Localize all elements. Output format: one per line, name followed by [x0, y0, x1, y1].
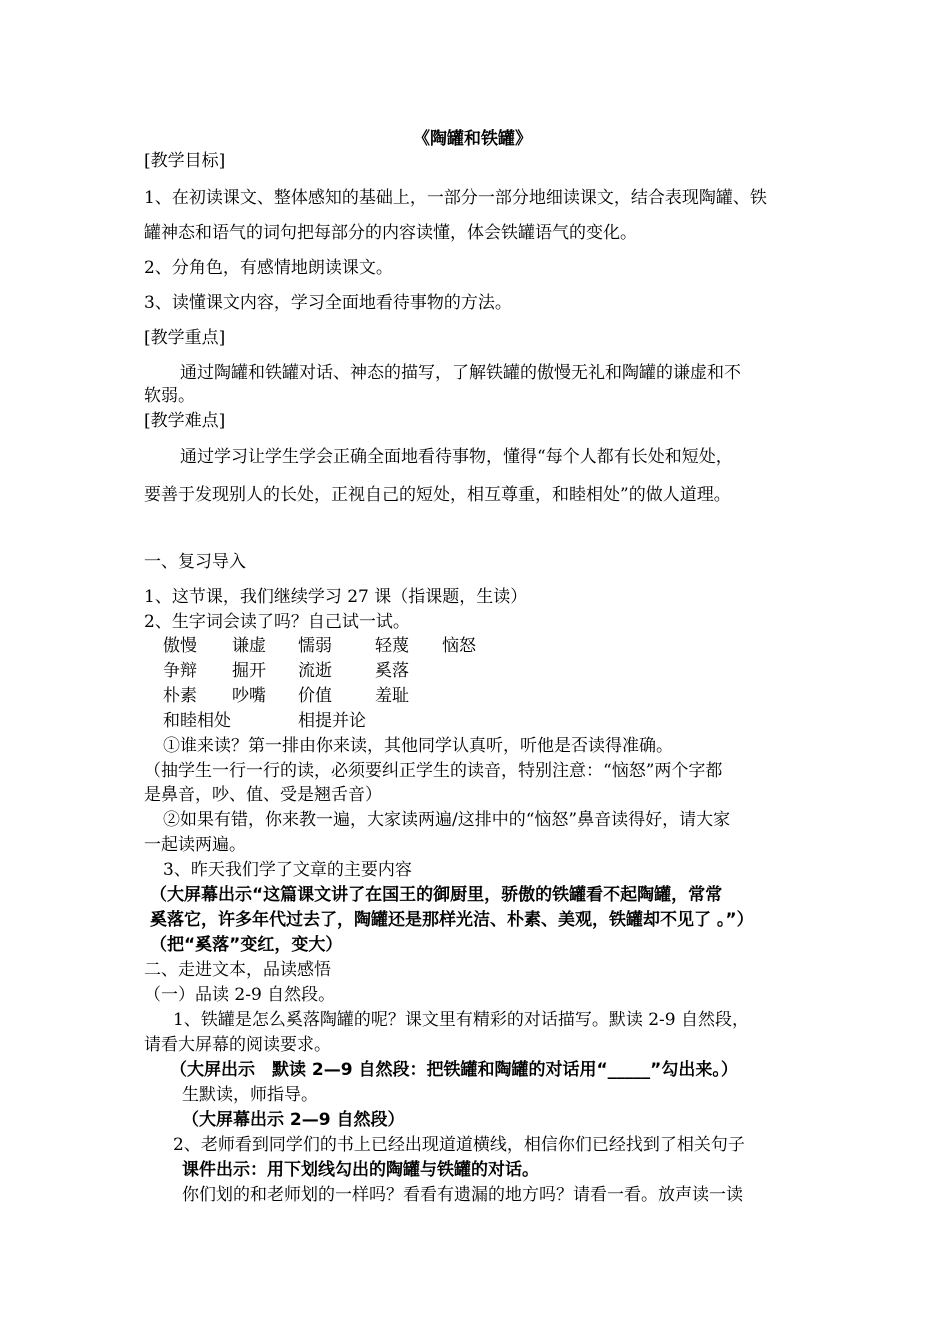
section-1-step-4-line-1: ②如果有错，你来教一遍，大家读两遍/这排中的“恼怒”鼻音读得好，请大家 [163, 810, 731, 830]
vocab-word: 和睦相处 [163, 711, 231, 731]
screen-reading-task: （大屏出示 默读 2—9 自然段：把铁罐和陶罐的对话用“_____”勾出来。） [170, 1060, 738, 1080]
difficulties-heading: [教学难点] [144, 411, 226, 431]
goal-2: 2、分角色，有感情地朗读课文。 [144, 258, 393, 278]
difficulties-line-2: 要善于发现别人的长处，正视自己的短处，相互尊重，和睦相处”的做人道理。 [144, 485, 731, 505]
vocab-word: 轻蔑 [375, 636, 409, 656]
difficulties-line-1: 通过学习让学生学会正确全面地看待事物，懂得“每个人都有长处和短处， [180, 447, 733, 467]
goal-1-line-2: 罐神态和语气的词句把每部分的内容读懂，体会铁罐语气的变化。 [144, 223, 637, 243]
vocab-word: 奚落 [375, 661, 409, 681]
goal-1-line-1: 1、在初读课文、整体感知的基础上，一部分一部分地细读课文，结合表现陶罐、铁 [144, 188, 767, 208]
section-2-step-1-line-2: 请看大屏幕的阅读要求。 [144, 1035, 331, 1055]
key-points-line-1: 通过陶罐和铁罐对话、神态的描写，了解铁罐的傲慢无礼和陶罐的谦虚和不 [180, 363, 741, 383]
section-2-guidance: 生默读，师指导。 [182, 1085, 318, 1105]
goals-heading: [教学目标] [144, 151, 226, 171]
vocab-word: 羞耻 [375, 686, 409, 706]
vocab-word: 掘开 [232, 661, 266, 681]
page-title: 《陶罐和铁罐》 [413, 129, 532, 149]
section-1-step-1: 1、这节课，我们继续学习 27 课（指课题，生读） [144, 587, 528, 607]
section-1-step-5: 3、昨天我们学了文章的主要内容 [163, 860, 412, 880]
vocab-word: 懦弱 [298, 636, 332, 656]
vocab-word: 相提并论 [298, 711, 366, 731]
section-1-note-line-1: （抽学生一行一行的读，必须要纠正学生的读音，特别注意：“恼怒”两个字都 [144, 761, 723, 781]
screen-display-line-1: （大屏幕出示“这篇课文讲了在国王的御厨里，骄傲的铁罐看不起陶罐，常常 [150, 885, 723, 905]
section-1-step-2: 2、生字词会读了吗？自己试一试。 [144, 612, 410, 632]
section-2-step-2: 2、老师看到同学们的书上已经出现道道横线，相信你们已经找到了相关句子 [173, 1135, 745, 1155]
vocab-word: 朴素 [163, 686, 197, 706]
vocab-word: 谦虚 [232, 636, 266, 656]
section-2-subheading: （一）品读 2-9 自然段。 [144, 985, 336, 1005]
section-1-heading: 一、复习导入 [144, 552, 246, 572]
screen-display-paragraphs: （大屏幕出示 2—9 自然段） [182, 1110, 405, 1130]
section-1-step-3: ①谁来读？第一排由你来读，其他同学认真听，听他是否读得准确。 [163, 736, 673, 756]
section-1-note-line-2: 是鼻音，吵、值、受是翘舌音） [144, 785, 382, 805]
vocab-word: 价值 [298, 686, 332, 706]
vocab-word: 恼怒 [442, 636, 476, 656]
vocab-word: 傲慢 [163, 636, 197, 656]
section-1-step-4-line-2: 一起读两遍。 [144, 835, 246, 855]
vocab-word: 流逝 [298, 661, 332, 681]
key-points-heading: [教学重点] [144, 328, 226, 348]
screen-display-line-2: 奚落它，许多年代过去了，陶罐还是那样光洁、朴素、美观，铁罐却不见了 。”） [150, 910, 754, 930]
vocab-word: 争辩 [163, 661, 197, 681]
section-2-question: 你们划的和老师划的一样吗？看看有遗漏的地方吗？请看一看。放声读一读 [182, 1185, 743, 1205]
section-2-step-1-line-1: 1、铁罐是怎么奚落陶罐的呢？课文里有精彩的对话描写。默读 2-9 自然段， [173, 1010, 749, 1030]
screen-display-note: （把“奚落”变红，变大） [150, 935, 343, 955]
goal-3: 3、读懂课文内容，学习全面地看待事物的方法。 [144, 293, 512, 313]
key-points-line-2: 软弱。 [144, 386, 195, 406]
section-2-heading: 二、走进文本，品读感悟 [144, 960, 331, 980]
vocab-word: 吵嘴 [232, 686, 266, 706]
courseware-display: 课件出示：用下划线勾出的陶罐与铁罐的对话。 [182, 1160, 539, 1180]
